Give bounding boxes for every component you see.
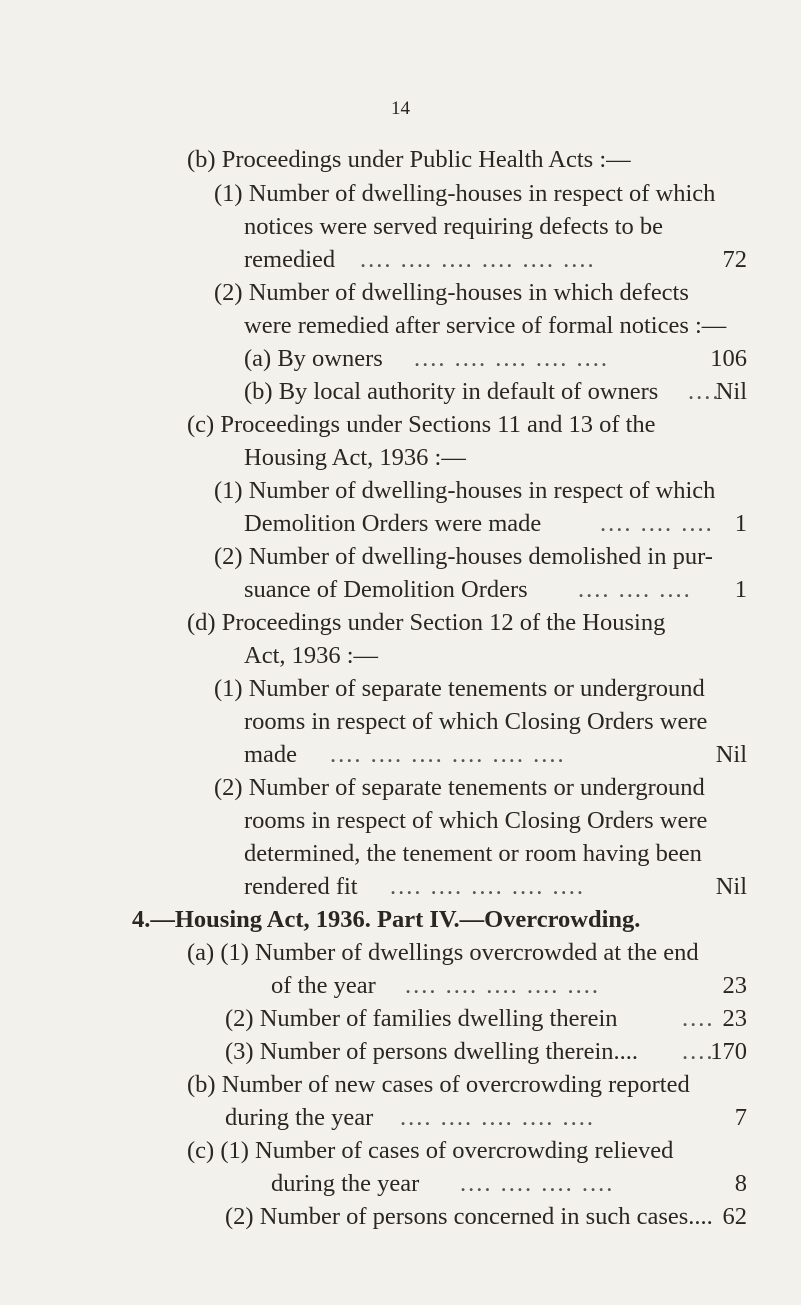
section-c-item2-line1: (2) Number of dwelling-houses demolished in pur-	[214, 543, 713, 570]
section-b-item2-line2: were remedied after service of formal notices :—	[244, 312, 727, 339]
section-c-item1-value: 1	[734, 510, 747, 537]
section-d-item2-line2: rooms in respect of which Closing Orders were	[244, 807, 708, 834]
section-c-heading-line2: Housing Act, 1936 :—	[244, 444, 466, 471]
section-c-item1-line2: Demolition Orders were made	[244, 510, 542, 537]
section-c-item1-line1: (1) Number of dwelling-houses in respect of which	[214, 477, 716, 504]
section-b-item1-line2: notices were served requiring defects to be	[244, 213, 664, 240]
section-c-item2-value: 1	[734, 576, 747, 603]
section-d-item1-line3: made	[244, 741, 298, 768]
section-4-c1-line1: (c) (1) Number of cases of overcrowding relieved	[187, 1137, 674, 1164]
section-d-heading-line1: (d) Proceedings under Section 12 of the Housing	[187, 609, 666, 636]
leader-dots: .... .... ....	[578, 576, 692, 603]
section-b-item1-line3: remedied	[244, 246, 336, 273]
leader-dots: .... .... .... ....	[460, 1170, 615, 1197]
leader-dots: .... .... .... .... .... ....	[330, 741, 566, 768]
section-b-item2-line1: (2) Number of dwelling-houses in which defects	[214, 279, 689, 306]
section-c-heading-line1: (c) Proceedings under Sections 11 and 13 of the	[187, 411, 656, 438]
section-b-item2b: (b) By local authority in default of owners	[244, 378, 659, 405]
section-b-item2b-value: Nil	[715, 378, 747, 405]
section-4-a3-value: 170	[710, 1038, 747, 1065]
leader-dots: ....	[688, 378, 721, 405]
section-4-a2-value: 23	[722, 1005, 747, 1032]
section-4-c1-value: 8	[734, 1170, 747, 1197]
section-4-a1-line2: of the year	[271, 972, 376, 999]
section-4-c2-value: 62	[722, 1203, 747, 1230]
section-4-b-line2: during the year	[225, 1104, 374, 1131]
section-c-item2-line2: suance of Demolition Orders	[244, 576, 528, 603]
section-4-heading: 4.—Housing Act, 1936. Part IV.—Overcrowding.	[132, 906, 641, 933]
section-4-a1-value: 23	[722, 972, 747, 999]
section-4-c1-line2: during the year	[271, 1170, 420, 1197]
section-d-item1-line2: rooms in respect of which Closing Orders were	[244, 708, 708, 735]
section-4-b-line1: (b) Number of new cases of overcrowding reported	[187, 1071, 690, 1098]
leader-dots: .... .... .... .... ....	[400, 1104, 595, 1131]
section-d-item1-line1: (1) Number of separate tenements or underground	[214, 675, 705, 702]
section-4-a3: (3) Number of persons dwelling therein....	[225, 1038, 638, 1065]
leader-dots: .... .... .... .... .... ....	[360, 246, 596, 273]
section-d-item2-value: Nil	[715, 873, 747, 900]
leader-dots: .... .... .... .... ....	[390, 873, 585, 900]
section-b-item1-line1: (1) Number of dwelling-houses in respect of which	[214, 180, 716, 207]
leader-dots: ....	[682, 1005, 715, 1032]
section-d-item1-value: Nil	[715, 741, 747, 768]
section-4-a1-line1: (a) (1) Number of dwellings overcrowded at the end	[187, 939, 699, 966]
leader-dots: ....	[682, 1038, 715, 1065]
page-number: 14	[391, 98, 410, 119]
section-b-item2a: (a) By owners	[244, 345, 383, 372]
leader-dots: .... .... ....	[600, 510, 714, 537]
section-d-heading-line2: Act, 1936 :—	[244, 642, 379, 669]
leader-dots: .... .... .... .... ....	[414, 345, 609, 372]
section-d-item2-line4: rendered fit	[244, 873, 358, 900]
section-b-item1-value: 72	[722, 246, 747, 273]
section-4-a2: (2) Number of families dwelling therein	[225, 1005, 618, 1032]
section-4-c2: (2) Number of persons concerned in such cases....	[225, 1203, 713, 1230]
section-b-heading: (b) Proceedings under Public Health Acts :—	[187, 146, 631, 173]
section-4-b-value: 7	[734, 1104, 747, 1131]
section-b-item2a-value: 106	[710, 345, 747, 372]
leader-dots: .... .... .... .... ....	[405, 972, 600, 999]
section-d-item2-line1: (2) Number of separate tenements or underground	[214, 774, 705, 801]
section-d-item2-line3: determined, the tenement or room having been	[244, 840, 702, 867]
